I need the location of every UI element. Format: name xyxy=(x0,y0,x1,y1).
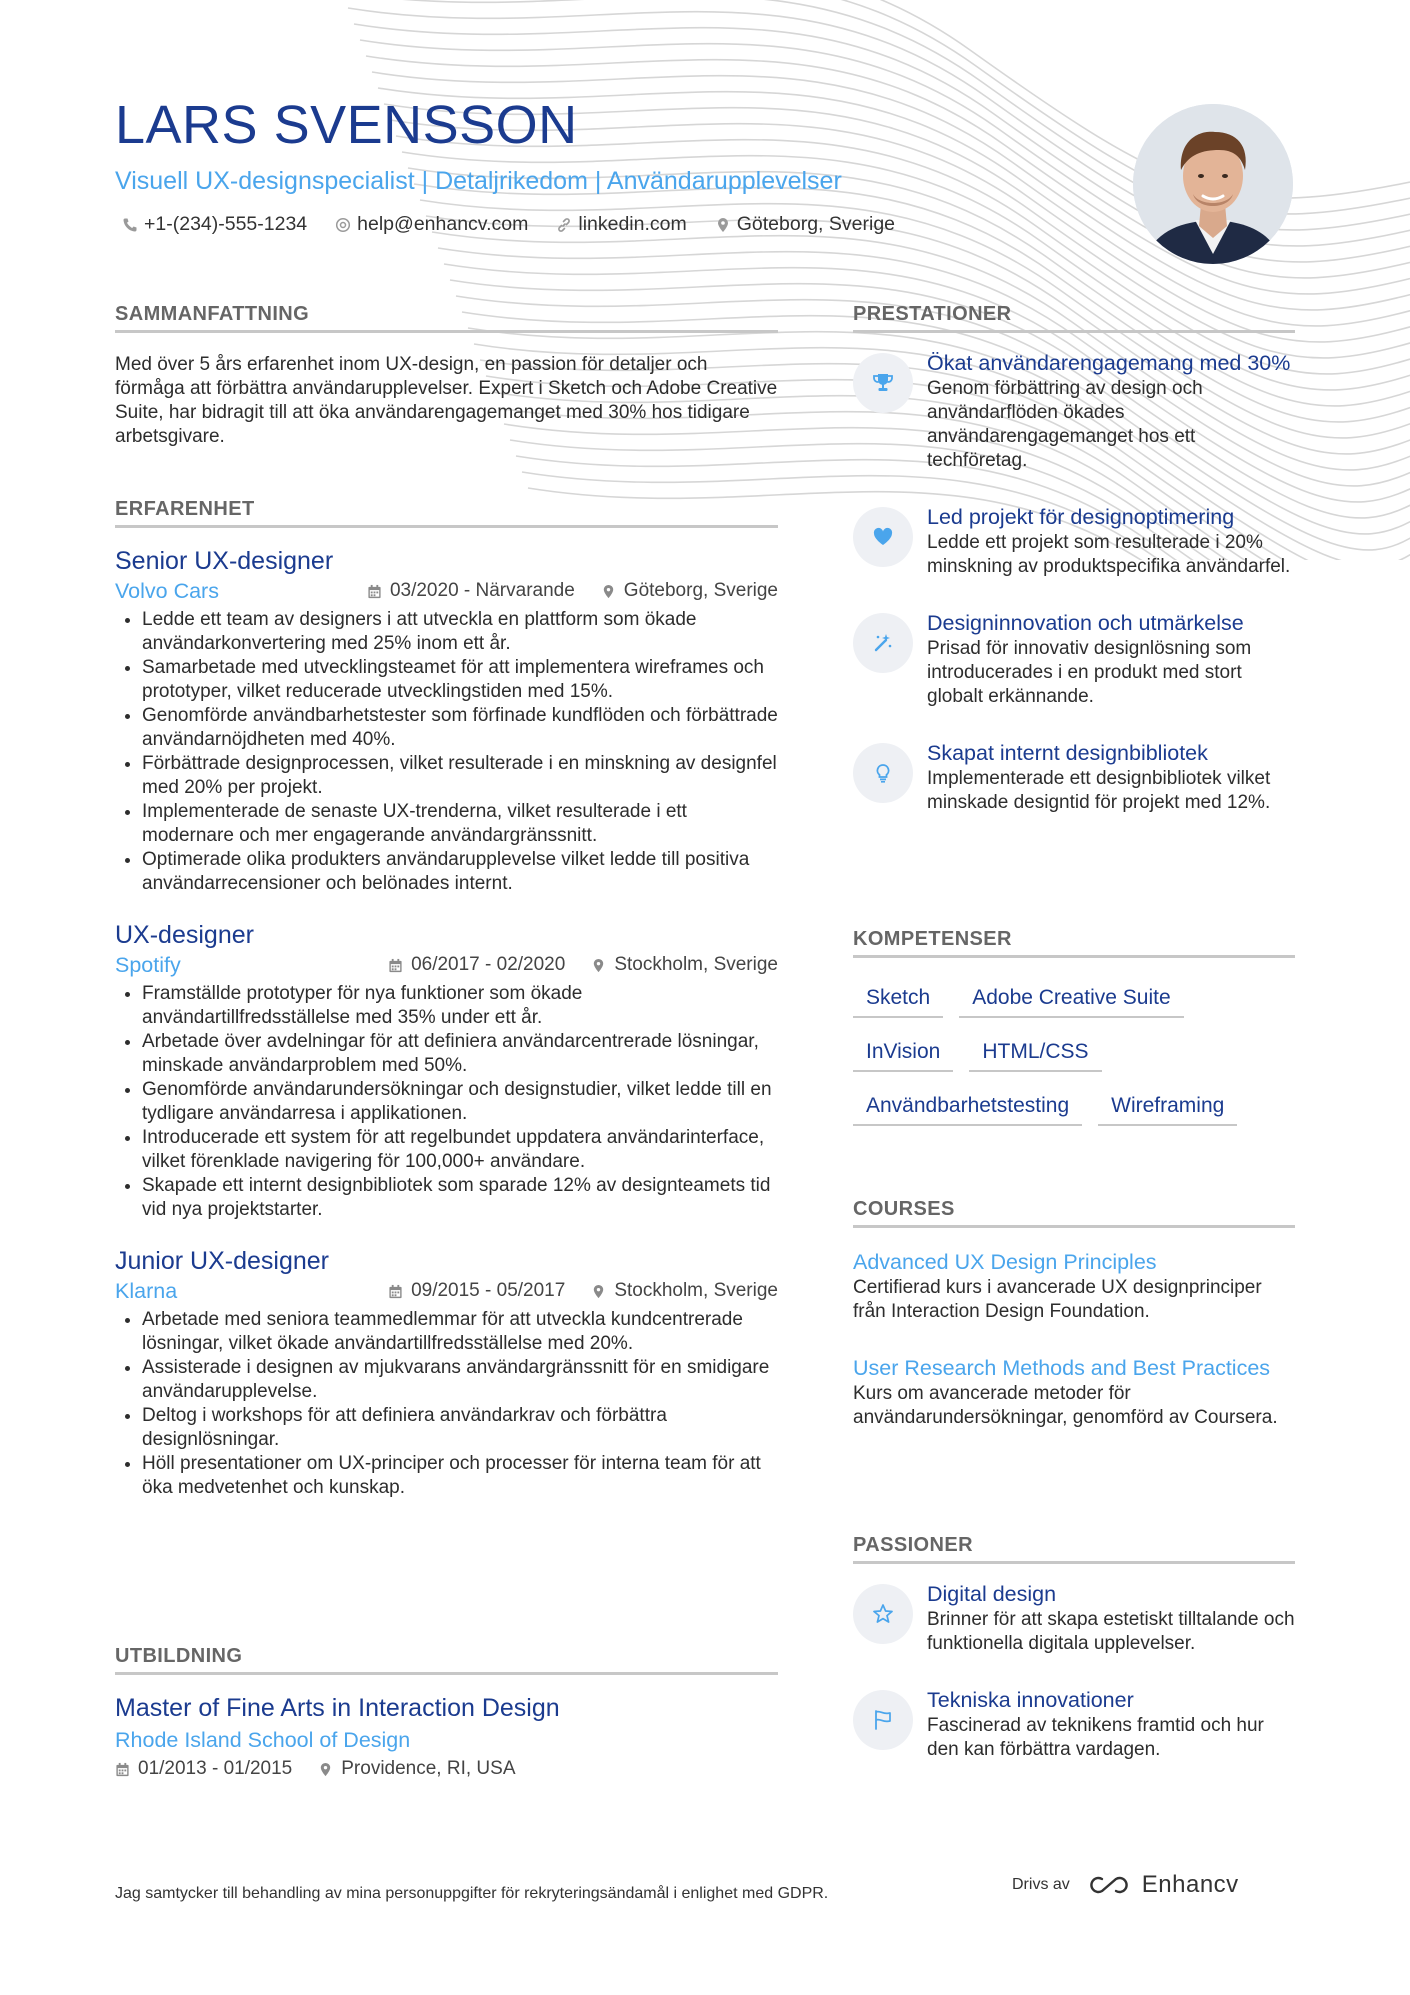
job-meta xyxy=(115,950,778,980)
school-name: Rhode Island School of Design xyxy=(115,1728,411,1752)
contact-linkedin[interactable] xyxy=(556,213,686,236)
company-name: Spotify xyxy=(115,952,181,977)
education-meta xyxy=(115,1758,778,1780)
company-name: Klarna xyxy=(115,1278,178,1303)
bullet-item: • Samarbetade med utvecklingsteamet för att implementera wireframes och prototyper, vilket reducerade utvecklingstiden med 15%. xyxy=(142,656,778,704)
job-location-text: Göteborg, Sverige xyxy=(623,580,778,601)
email-address: help@enhancv.com xyxy=(357,213,529,235)
passions-section xyxy=(853,1534,1295,1762)
candidate-headline: Visuell UX-designspecialist | Detaljrikedom | Användarupplevelser xyxy=(115,167,842,195)
education-heading: UTBILDNING xyxy=(115,1645,778,1675)
phone-icon xyxy=(122,217,138,233)
skills-list xyxy=(853,986,1295,1126)
bullet-item: • Assisterade i designen av mjukvarans användargränssnitt för en smidigare användarupplevelse. xyxy=(142,1356,778,1404)
passion-title: Digital design xyxy=(927,1582,1057,1606)
job-location xyxy=(601,580,778,602)
bullet-item: • Genomförde användbarhetstester som förfinade kundflöden och förbättrade användarnöjdheten med 40%. xyxy=(142,704,778,752)
passion-description: Fascinerad av teknikens framtid och hur den kan förbättra vardagen. xyxy=(927,1715,1264,1760)
achievement-description: Implementerade ett designbibliotek vilket minskade designtid för projekt med 12%. xyxy=(927,768,1271,813)
achievement-title: Designinnovation och utmärkelse xyxy=(927,611,1244,635)
bullet-item: • Deltog i workshops för att definiera användarkrav och förbättra designlösningar. xyxy=(142,1404,778,1452)
course-description: Kurs om avancerade metoder för användarundersökningar, genomförd av Coursera. xyxy=(853,1383,1278,1428)
contact-location xyxy=(715,213,895,236)
achievement-title: Ökat användarengagemang med 30% xyxy=(927,351,1291,375)
job-title: Junior UX-designer xyxy=(115,1247,329,1275)
bullet-item: • Framställde prototyper för nya funktioner som ökade användartillfredsställelse med 35% under ett år. xyxy=(142,982,778,1030)
achievement-description: Genom förbättring av design och användarflöden ökades användarengagemanget hos ett techföretag. xyxy=(927,378,1203,471)
achievement-item xyxy=(853,349,1295,473)
job-meta xyxy=(115,576,778,606)
skill-tag: InVision xyxy=(853,1040,953,1072)
skill-tag: Sketch xyxy=(853,986,943,1018)
bullet-item: • Arbetade över avdelningar för att definiera användarcentrerade lösningar, minskade användarproblem med 50%. xyxy=(142,1030,778,1078)
link-icon xyxy=(556,217,572,233)
location-pin-icon xyxy=(318,1762,333,1777)
phone-number: +1-(234)-555-1234 xyxy=(144,213,308,235)
job-title: UX-designer xyxy=(115,921,254,949)
trophy-icon xyxy=(871,371,895,395)
achievements-heading: PRESTATIONER xyxy=(853,303,1295,333)
job-dates xyxy=(367,580,575,602)
achievement-icon-circle xyxy=(853,507,913,567)
achievement-title: Led projekt för designoptimering xyxy=(927,505,1235,529)
courses-heading: COURSES xyxy=(853,1198,1295,1228)
bullet-item: • Optimerade olika produkters användarupplevelse vilket ledde till positiva användarrecensioner och belönades internt. xyxy=(142,848,778,896)
job-dates xyxy=(388,954,565,976)
bullet-item: • Genomförde användarundersökningar och designstudier, vilket ledde till en tydligare användarresa i applikationen. xyxy=(142,1078,778,1126)
contact-phone[interactable] xyxy=(122,213,307,236)
powered-by-label: Drivs av xyxy=(1012,1876,1070,1893)
skills-heading: KOMPETENSER xyxy=(853,928,1295,958)
portrait-illustration xyxy=(1133,104,1293,264)
skill-tag: Wireframing xyxy=(1098,1094,1237,1126)
contact-bar xyxy=(122,213,895,236)
location-pin-icon xyxy=(591,1284,606,1299)
passion-title: Tekniska innovationer xyxy=(927,1688,1134,1712)
linkedin-url: linkedin.com xyxy=(578,213,687,235)
course-item xyxy=(853,1354,1295,1430)
company-name: Volvo Cars xyxy=(115,578,219,603)
job-entry xyxy=(115,920,778,1222)
course-description: Certifierad kurs i avancerade UX designprinciper från Interaction Design Foundation. xyxy=(853,1277,1262,1322)
achievement-item xyxy=(853,609,1295,709)
skills-section xyxy=(853,928,1295,1126)
achievement-item xyxy=(853,739,1295,815)
job-location-text: Stockholm, Sverige xyxy=(614,954,778,975)
location-pin-icon xyxy=(591,958,606,973)
bullet-item: • Introducerade ett system för att regelbundet uppdatera användarinterface, vilket förenklade navigering för 100,000+ användare. xyxy=(142,1126,778,1174)
profile-photo xyxy=(1133,104,1293,264)
passion-item xyxy=(853,1580,1295,1656)
summary-section xyxy=(115,303,778,449)
bullet-item: • Ledde ett team av designers i att utveckla en plattform som ökade användarkonvertering med 25% inom ett år. xyxy=(142,608,778,656)
location-pin-icon xyxy=(601,584,616,599)
course-title: Advanced UX Design Principles xyxy=(853,1250,1157,1274)
achievement-description: Prisad för innovativ designlösning som introducerades i en produkt med stort globalt erkännande. xyxy=(927,638,1252,707)
enhancv-brand-text: Enhancv xyxy=(1141,1871,1239,1898)
achievement-item xyxy=(853,503,1295,579)
experience-heading: ERFARENHET xyxy=(115,498,778,528)
skill-tag: Användbarhetstesting xyxy=(853,1094,1082,1126)
job-bullets xyxy=(115,1308,778,1500)
job-dates-text: 06/2017 - 02/2020 xyxy=(411,954,566,975)
calendar-icon xyxy=(367,584,382,599)
gdpr-consent: Jag samtycker till behandling av mina personuppgifter för rekryteringsändamål i enlighet med GDPR. xyxy=(115,1885,829,1902)
candidate-name: LARS SVENSSON xyxy=(115,95,578,155)
job-location xyxy=(591,954,778,976)
bullet-item: • Förbättrade designprocessen, vilket resulterade i en minskning av designfel med 20% per projekt. xyxy=(142,752,778,800)
passions-heading: PASSIONER xyxy=(853,1534,1295,1564)
achievement-icon-circle xyxy=(853,743,913,803)
at-icon xyxy=(335,217,351,233)
course-item xyxy=(853,1248,1295,1324)
achievements-section xyxy=(853,303,1295,815)
enhancv-logo-icon xyxy=(1088,1873,1134,1897)
job-location xyxy=(591,1280,778,1302)
achievement-icon-circle xyxy=(853,613,913,673)
education-location xyxy=(318,1758,515,1780)
job-location-text: Stockholm, Sverige xyxy=(614,1280,778,1301)
job-title: Senior UX-designer xyxy=(115,547,334,575)
bullet-item: • Arbetade med seniora teammedlemmar för att utveckla kundcentrerade lösningar, vilket ökade användartillfredsställelse med 20%. xyxy=(142,1308,778,1356)
calendar-icon xyxy=(388,1284,403,1299)
education-dates-text: 01/2013 - 01/2015 xyxy=(138,1758,293,1779)
contact-email[interactable] xyxy=(335,213,528,236)
skill-tag: Adobe Creative Suite xyxy=(959,986,1183,1018)
courses-section xyxy=(853,1198,1295,1430)
powered-by xyxy=(1012,1871,1239,1899)
job-entry xyxy=(115,546,778,896)
education-dates xyxy=(115,1758,292,1780)
location-text: Göteborg, Sverige xyxy=(736,213,896,235)
experience-section xyxy=(115,498,778,1500)
passion-item xyxy=(853,1686,1295,1762)
summary-heading: SAMMANFATTNING xyxy=(115,303,778,333)
lightbulb-icon xyxy=(871,761,895,785)
heart-icon xyxy=(871,525,895,549)
enhancv-logo[interactable] xyxy=(1088,1871,1239,1899)
summary-text: Med över 5 års erfarenhet inom UX-design, en passion för detaljer och förmåga att förbättra användarupplevelser. Expert i Sketch och Adobe Creative Suite, har bidragit till att öka användarengagemanget med 30% hos tidigare arbetsgivare. xyxy=(115,354,778,447)
bullet-item: • Höll presentationer om UX-principer och processer för interna team för att öka medvetenhet och kunskap. xyxy=(142,1452,778,1500)
star-icon xyxy=(871,1602,895,1626)
course-title: User Research Methods and Best Practices xyxy=(853,1356,1271,1380)
achievement-title: Skapat internt designbibliotek xyxy=(927,741,1208,765)
job-meta xyxy=(115,1276,778,1306)
passion-description: Brinner för att skapa estetiskt tilltalande och funktionella digitala upplevelser. xyxy=(927,1609,1295,1654)
passion-icon-circle xyxy=(853,1584,913,1644)
bullet-item: • Skapade ett internt designbibliotek som sparade 12% av designteamets tid vid nya projektstarter. xyxy=(142,1174,778,1222)
calendar-icon xyxy=(115,1762,130,1777)
location-pin-icon xyxy=(715,217,731,233)
passion-icon-circle xyxy=(853,1690,913,1750)
education-location-text: Providence, RI, USA xyxy=(341,1758,516,1779)
magic-wand-icon xyxy=(871,631,895,655)
bullet-item: • Implementerade de senaste UX-trenderna, vilket resulterade i ett modernare och mer engagerande användargränssnitt. xyxy=(142,800,778,848)
skill-tag: HTML/CSS xyxy=(969,1040,1101,1072)
job-dates xyxy=(388,1280,565,1302)
job-bullets xyxy=(115,608,778,896)
achievement-icon-circle xyxy=(853,353,913,413)
education-section xyxy=(115,1645,778,1780)
job-entry xyxy=(115,1246,778,1500)
job-dates-text: 09/2015 - 05/2017 xyxy=(411,1280,566,1301)
calendar-icon xyxy=(388,958,403,973)
degree-title: Master of Fine Arts in Interaction Design xyxy=(115,1694,560,1722)
job-dates-text: 03/2020 - Närvarande xyxy=(389,580,575,601)
job-bullets xyxy=(115,982,778,1222)
flag-icon xyxy=(871,1708,895,1732)
achievement-description: Ledde ett projekt som resulterade i 20% minskning av produktspecifika användarfel. xyxy=(927,532,1291,577)
